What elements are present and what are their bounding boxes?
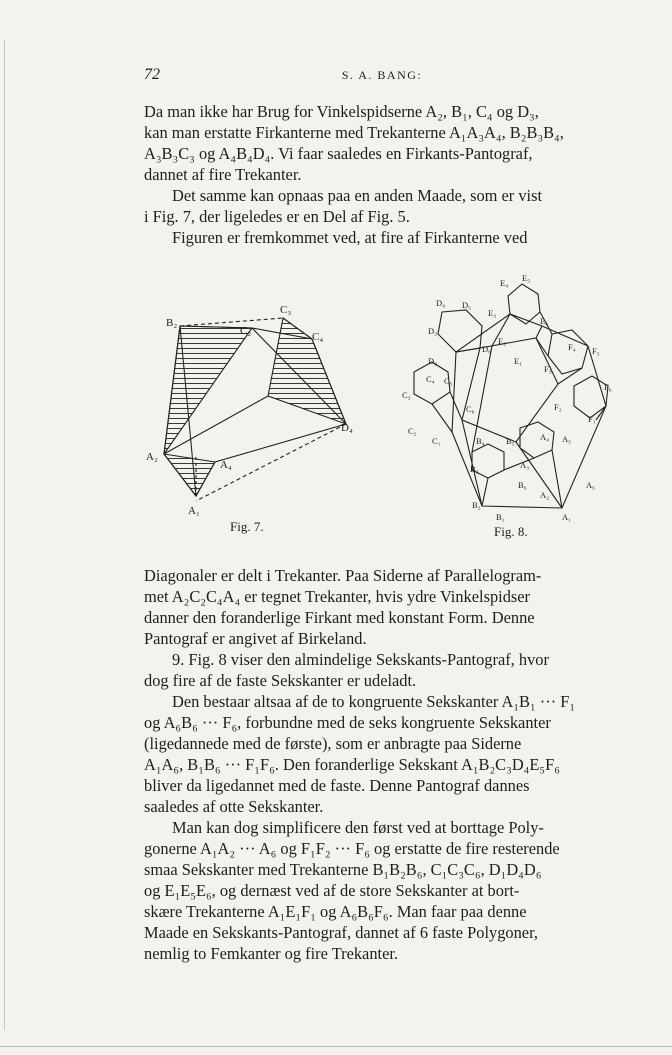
paragraph-2 <box>144 185 622 227</box>
text-block-top <box>144 101 622 248</box>
line: smaa Sekskanter med Trekanterne B₁B₂B₆, C₁C₃C₆, D₁D₄D₆ <box>144 860 542 879</box>
line: Pantograf er angivet af Birkeland. <box>144 629 367 648</box>
paragraph-5 <box>144 649 622 691</box>
page-number: 72 <box>144 66 160 83</box>
line: A₃B₃C₃ og A₄B₄D₄. Vi faar saaledes en Firkants-Pantograf, <box>144 144 533 163</box>
text-block-bottom <box>144 565 622 964</box>
line: Man kan dog simplificere den først ved at borttage Poly- <box>172 818 544 837</box>
fig8-label: F₆ <box>604 382 612 392</box>
fig8-label: C₄ <box>426 374 435 384</box>
fig7-label: D₄ <box>341 422 353 434</box>
fig8-label: C₂ <box>408 426 417 436</box>
fig8-label: C₃ <box>402 390 411 400</box>
fig8-label: D₅ <box>462 300 472 310</box>
fig8-label: B₆ <box>518 480 527 490</box>
paragraph-7 <box>144 817 622 964</box>
fig8-label: A₆ <box>586 480 596 490</box>
line: Da man ikke har Brug for Vinkelspidserne A₂, B₁, C₄ og D₃, <box>144 102 539 121</box>
line: dannet af fire Trekanter. <box>144 165 302 184</box>
fig8-label: C₁ <box>432 436 441 446</box>
fig8-label: A₁ <box>562 512 572 522</box>
fig7-label: A₄ <box>220 459 232 471</box>
fig8-label: A₂ <box>540 490 550 500</box>
figure-8-diagram <box>392 272 632 532</box>
fig7-label: A₁ <box>188 505 200 517</box>
paragraph-6 <box>144 691 622 817</box>
line: og A₆B₆ ··· F₆, forbundne med de seks kongruente Sekskanter <box>144 713 551 732</box>
page-edge <box>4 40 5 1030</box>
fig7-label: B₂ <box>166 317 178 329</box>
line: Det samme kan opnaas paa en anden Maade, som er vist <box>172 186 543 205</box>
paragraph-1 <box>144 101 622 185</box>
line: Figuren er fremkommet ved, at fire af Firkanterne ved <box>172 228 528 247</box>
page-header <box>144 66 620 86</box>
fig8-label: E₁ <box>514 356 523 366</box>
line: 9. Fig. 8 viser den almindelige Sekskants-Pantograf, hvor <box>172 650 549 669</box>
fig8-label: D₂ <box>428 356 438 366</box>
fig8-label: B₅ <box>506 436 515 446</box>
fig8-label: A₄ <box>540 432 550 442</box>
line: kan man erstatte Firkanterne med Trekanterne A₁A₃A₄, B₂B₃B₄, <box>144 123 564 142</box>
line: Maade en Sekskants-Pantograf, dannet af 6 faste Polygoner, <box>144 923 538 942</box>
fig8-label: B₄ <box>476 436 485 446</box>
paragraph-3 <box>144 227 622 248</box>
running-title: S. A. BANG: <box>341 68 423 82</box>
line: Den bestaar altsaa af de to kongruente Sekskanter A₁B₁ ··· F₁ <box>172 692 576 711</box>
line: dog fire af de faste Sekskanter er udeladt. <box>144 671 417 690</box>
fig8-label: A₃ <box>520 460 530 470</box>
fig8-label: D₆ <box>482 344 492 354</box>
fig8-label: C₅ <box>444 376 453 386</box>
fig8-label: F₁ <box>588 414 596 424</box>
fig8-label: F₅ <box>592 346 600 356</box>
fig8-label: D₄ <box>436 298 446 308</box>
fig7-label: C₃ <box>280 304 292 316</box>
fig8-label: F₄ <box>568 342 576 352</box>
fig8-label: B₁ <box>496 512 505 522</box>
fig8-label: E₄ <box>500 278 509 288</box>
fig8-label: E₆ <box>540 316 549 326</box>
fig8-label: F₃ <box>544 364 552 374</box>
fig8-label: E₅ <box>522 273 531 283</box>
line: nemlig to Femkanter og fire Trekanter. <box>144 944 399 963</box>
line: skære Trekanterne A₁E₁F₁ og A₆B₆F₆. Man faar paa denne <box>144 902 527 921</box>
figure-7-diagram <box>140 296 370 526</box>
fig8-label: B₃ <box>470 464 479 474</box>
figure-8-caption: Fig. 8. <box>494 524 528 539</box>
fig8-label: E₂ <box>498 336 507 346</box>
fig8-label: B₂ <box>472 500 481 510</box>
figure-7-caption: Fig. 7. <box>230 519 264 534</box>
line: Diagonaler er delt i Trekanter. Paa Siderne af Parallelogram- <box>144 566 542 585</box>
fig8-label: C₆ <box>466 404 475 414</box>
page-bottom-rule <box>0 1046 672 1047</box>
paragraph-4 <box>144 565 622 649</box>
line: met A₂C₂C₄A₄ er tegnet Trekanter, hvis ydre Vinkelspidser <box>144 587 531 606</box>
fig7-label: C₄ <box>312 331 324 343</box>
line: saaledes af otte Sekskanter. <box>144 797 324 816</box>
line: A₁A₆, B₁B₆ ··· F₁F₆. Den foranderlige Sekskant A₁B₂C₃D₄E₅F₆ <box>144 755 560 774</box>
line: gonerne A₁A₂ ··· A₆ og F₁F₂ ··· F₆ og erstatte de fire resterende <box>144 839 560 858</box>
fig7-label: A₂ <box>146 451 158 463</box>
fig8-label: F₂ <box>554 402 562 412</box>
line: danner den foranderlige Firkant med konstant Form. Denne <box>144 608 535 627</box>
line: (ligedannede med de første), som er anbragte paa Siderne <box>144 734 522 753</box>
fig8-label: A₅ <box>562 434 572 444</box>
fig8-label: D₃ <box>428 326 438 336</box>
fig8-label: E₃ <box>488 308 497 318</box>
line: og E₁E₅E₆, og dernæst ved af de store Sekskanter at bort- <box>144 881 520 900</box>
line: i Fig. 7, der ligeledes er en Del af Fig. 5. <box>144 207 410 226</box>
fig7-label: C₂ <box>240 325 252 337</box>
line: bliver da ligedannet med de faste. Denne Pantograf dannes <box>144 776 530 795</box>
